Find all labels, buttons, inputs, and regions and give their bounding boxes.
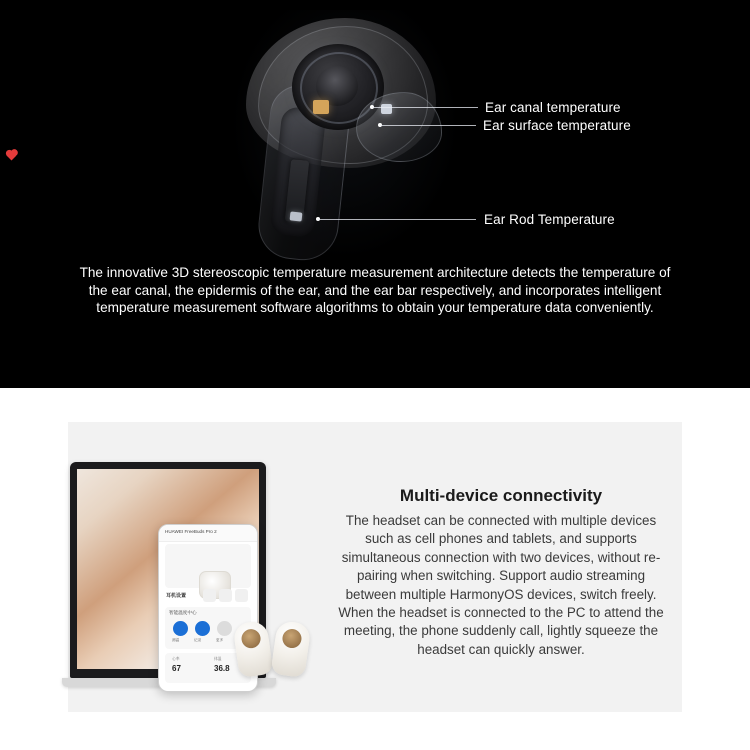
action-label-measure: 测温 [172, 638, 180, 642]
action-button-more[interactable] [217, 621, 232, 636]
earbud-left [232, 620, 273, 678]
phone-earbuds-preview [165, 544, 251, 588]
callout-leader-line-3 [318, 219, 476, 220]
earbud-left-nozzle [240, 628, 261, 649]
earbud-exploded-illustration [0, 0, 750, 260]
temperature-architecture-caption: The innovative 3D stereoscopic temperature measurement architecture detects the temperature of the ear canal, the epidermis of the ear, and the ear bar respectively, and incorporates intelligent temperature measurement software algorithms to obtain your temperature data conveniently. [79, 265, 671, 315]
metric-value-heart-rate: 67 [172, 664, 181, 673]
earbud-right-nozzle [281, 628, 302, 649]
multi-device-title: Multi-device connectivity [399, 486, 603, 505]
earbud-silicone-tip [356, 92, 442, 162]
phone-card-title: 智能温度中心 [169, 610, 197, 615]
phone-quick-settings[interactable] [203, 589, 253, 603]
action-label-records: 记录 [194, 638, 202, 642]
metric-label-heart-rate: 心率 [172, 657, 180, 661]
callout-label-ear-rod-temperature: Ear Rod Temperature [484, 212, 615, 227]
multi-device-body: The headset can be connected with multiple devices such as cell phones and tablets, and supports simultaneous connection with two devices, without re-pairing when switching. Support audio streaming between multiple HarmonyOS devices, switch freely. When the headset is connected to the PC to attend the meeting, the phone suddenly call, lightly squeeze the headset can quickly answer. [338, 513, 664, 657]
quick-setting-2[interactable] [219, 589, 232, 602]
phone-status-bar [159, 525, 257, 542]
phone-app-title: HUAWEI FreeBuds Pro 2 [165, 529, 217, 534]
action-button-measure[interactable] [173, 621, 188, 636]
callout-leader-line-2 [380, 125, 476, 126]
callout-label-ear-surface-temperature: Ear surface temperature [483, 118, 631, 133]
action-label-more: 更多 [216, 638, 224, 642]
metric-label-temperature: 体温 [214, 657, 222, 661]
quick-setting-1[interactable] [203, 589, 216, 602]
action-button-records[interactable] [195, 621, 210, 636]
earbud-right [270, 620, 311, 678]
temperature-sensor-chip-rod [290, 211, 303, 221]
metric-value-temperature: 36.8 [214, 664, 230, 673]
temperature-sensor-chip-surface [381, 104, 392, 114]
temperature-sensor-chip-canal [313, 100, 329, 114]
phone-section-label: 耳机设置 [166, 593, 187, 599]
callout-leader-line-1 [372, 107, 478, 108]
earbuds-pair-photo [236, 622, 312, 678]
callout-label-ear-canal-temperature: Ear canal temperature [485, 100, 621, 115]
quick-setting-3[interactable] [235, 589, 248, 602]
